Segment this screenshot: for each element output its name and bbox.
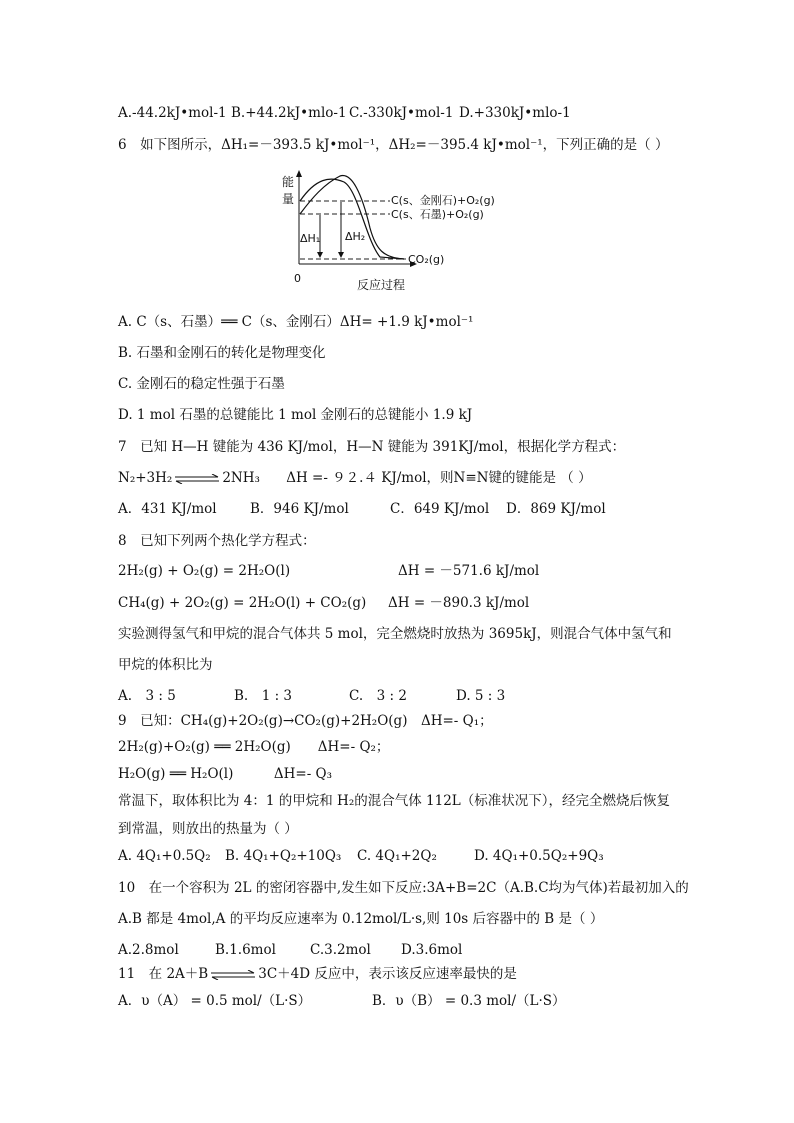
q6-stem-suffix: ，下列正确的是（ ） (542, 137, 669, 153)
q9-text-line2: 到常温，则放出的热量为（ ） (118, 821, 298, 837)
q9-eq3: H₂O(g) ══ H₂O(l) ΔH=- Q₃ (118, 766, 333, 782)
q8-eq1 (118, 562, 539, 580)
q8-text-line2: 甲烷的体积比为 (118, 657, 213, 673)
q6-option-c: C. 金刚石的稳定性强于石墨 (118, 376, 285, 392)
dh2-label: ΔH₂ (345, 230, 366, 243)
q5-options (118, 104, 571, 122)
q7-option-d: D．869 KJ/mol (506, 501, 606, 517)
q6-stem: 6 如下图所示，ΔH₁=－393.5 kJ•mol⁻¹，ΔH₂=－395.4 kJ•mol⁻¹，下列正确的是（ ） (118, 137, 669, 153)
dh1-label: ΔH₁ (300, 232, 321, 245)
q7-eq-dh: ΔH =- ９２.４ KJ/mol，则N≡N键的键能是 （ ） (286, 470, 592, 486)
equilibrium-arrow-icon (174, 474, 220, 484)
origin-label: 0 (294, 272, 301, 285)
q10-text-line1: 10 在一个容积为 2L 的密闭容器中,发生如下反应:3A+B=2C（A.B.C均为气体)若最初加入的 (118, 880, 689, 896)
level-diamond-label: C(s、金刚石)+O₂(g) (391, 194, 495, 207)
q9-eq2: 2H₂(g)+O₂(g) ══ 2H₂O(g) ΔH=- Q₂； (118, 739, 390, 755)
q5-option-a: A.-44.2kJ•mol-1 (118, 105, 227, 121)
q10-options (118, 941, 462, 959)
q9-options (118, 847, 604, 865)
q10-option-a: A.2.8mol (118, 942, 179, 958)
q6-stem-prefix: 6 如下图所示， (118, 137, 222, 153)
q9-option-b: B. 4Q₁+Q₂+10Q₃ (225, 848, 342, 864)
q11-options (118, 992, 566, 1010)
q5-option-b: B.+44.2kJ•mlo-1 (231, 105, 347, 121)
q10-option-c: C.3.2mol (310, 942, 371, 958)
q10-option-b: B.1.6mol (215, 942, 276, 958)
q7-stem: 7 已知 H—H 键能为 436 KJ/mol，H—N 键能为 391KJ/mol，根据化学方程式： (118, 439, 626, 455)
q8-options (118, 687, 505, 705)
q6-option-d: D. 1 mol 石墨的总键能比 1 mol 金刚石的总键能小 1.9 kJ (118, 407, 473, 423)
q9-option-d: D. 4Q₁+0.5Q₂+9Q₃ (474, 848, 604, 864)
q9-option-a: A. 4Q₁+0.5Q₂ (118, 848, 211, 864)
q6-dh1: ΔH₁=－393.5 kJ•mol⁻¹ (221, 137, 376, 153)
level-graphite-label: C(s、石墨)+O₂(g) (391, 208, 484, 221)
q7-eq-left: N₂+3H₂ (118, 470, 173, 486)
q9-option-c: C. 4Q₁+2Q₂ (357, 848, 437, 864)
q7-equation (118, 469, 592, 487)
q7-option-a: A．431 KJ/mol (118, 501, 217, 517)
q10-option-d: D.3.6mol (401, 942, 463, 958)
q6-dh2: ΔH₂=－395.4 kJ•mol⁻¹ (388, 137, 543, 153)
q5-option-d: D.+330kJ•mlo-1 (459, 105, 571, 121)
y-label-top: 能 (282, 175, 295, 189)
q8-text-line1: 实验测得氢气和甲烷的混合气体共 5 mol，完全燃烧时放热为 3695kJ，则混合气体中氢气和 (118, 626, 672, 642)
curve-diamond (300, 179, 404, 259)
q8-option-a: A. 3 : 5 (118, 688, 176, 704)
q8-option-c: C. 3 : 2 (349, 688, 407, 704)
q11-stem-right: 3C＋4D 反应中，表示该反应速率最快的是 (258, 966, 517, 982)
q8-eq2-dh: ΔH = －890.3 kJ/mol (388, 595, 530, 611)
q7-options (118, 500, 606, 518)
q8-eq2-formula: CH₄(g) + 2O₂(g) = 2H₂O(l) + CO₂(g) (118, 595, 367, 611)
q7-option-c: C．649 KJ/mol (390, 501, 490, 517)
q8-eq2 (118, 594, 529, 612)
q8-eq1-formula: 2H₂(g) + O₂(g) = 2H₂O(l) (118, 563, 291, 579)
q6-option-b: B. 石墨和金刚石的转化是物理变化 (118, 345, 326, 361)
q9-text-line1: 常温下，取体积比为 4：1 的甲烷和 H₂的混合气体 112L（标准状况下），经完全燃烧后恢复 (118, 793, 671, 809)
q11-option-b: B．υ（B） = 0.3 mol/（L·S） (372, 993, 566, 1009)
q7-eq-right: 2NH₃ (222, 470, 260, 486)
q8-option-b: B. 1 : 3 (234, 688, 293, 704)
q8-eq1-dh: ΔH = －571.6 kJ/mol (398, 563, 540, 579)
q5-option-c: C.-330kJ•mol-1 (349, 105, 454, 121)
x-axis-label: 反应过程 (357, 278, 406, 292)
q8-option-d: D. 5 : 3 (456, 688, 506, 704)
level-co2-label: CO₂(g) (408, 253, 445, 266)
q9-stem: 9 已知：CH₄(g)+2O₂(g)→CO₂(g)+2H₂O(g) ΔH=- Q₁； (118, 713, 493, 729)
equilibrium-arrow-icon (210, 970, 256, 980)
q11-stem (118, 965, 517, 983)
q8-stem: 8 已知下列两个热化学方程式： (118, 533, 316, 549)
energy-diagram (278, 168, 528, 294)
q10-text-line2: A.B 都是 4mol,A 的平均反应速率为 0.12mol/L·s,则 10s 后容器中的 B 是（ ） (118, 911, 604, 927)
q11-option-a: A．υ（A） = 0.5 mol/（L·S） (118, 993, 312, 1009)
y-label-bottom: 量 (282, 192, 295, 206)
q7-option-b: B．946 KJ/mol (250, 501, 349, 517)
q6-option-a: A. C（s、石墨）══ C（s、金刚石）ΔH= +1.9 kJ•mol⁻¹ (118, 314, 474, 330)
curve-graphite (300, 176, 404, 259)
q11-stem-left: 11 在 2A＋B (118, 966, 209, 982)
